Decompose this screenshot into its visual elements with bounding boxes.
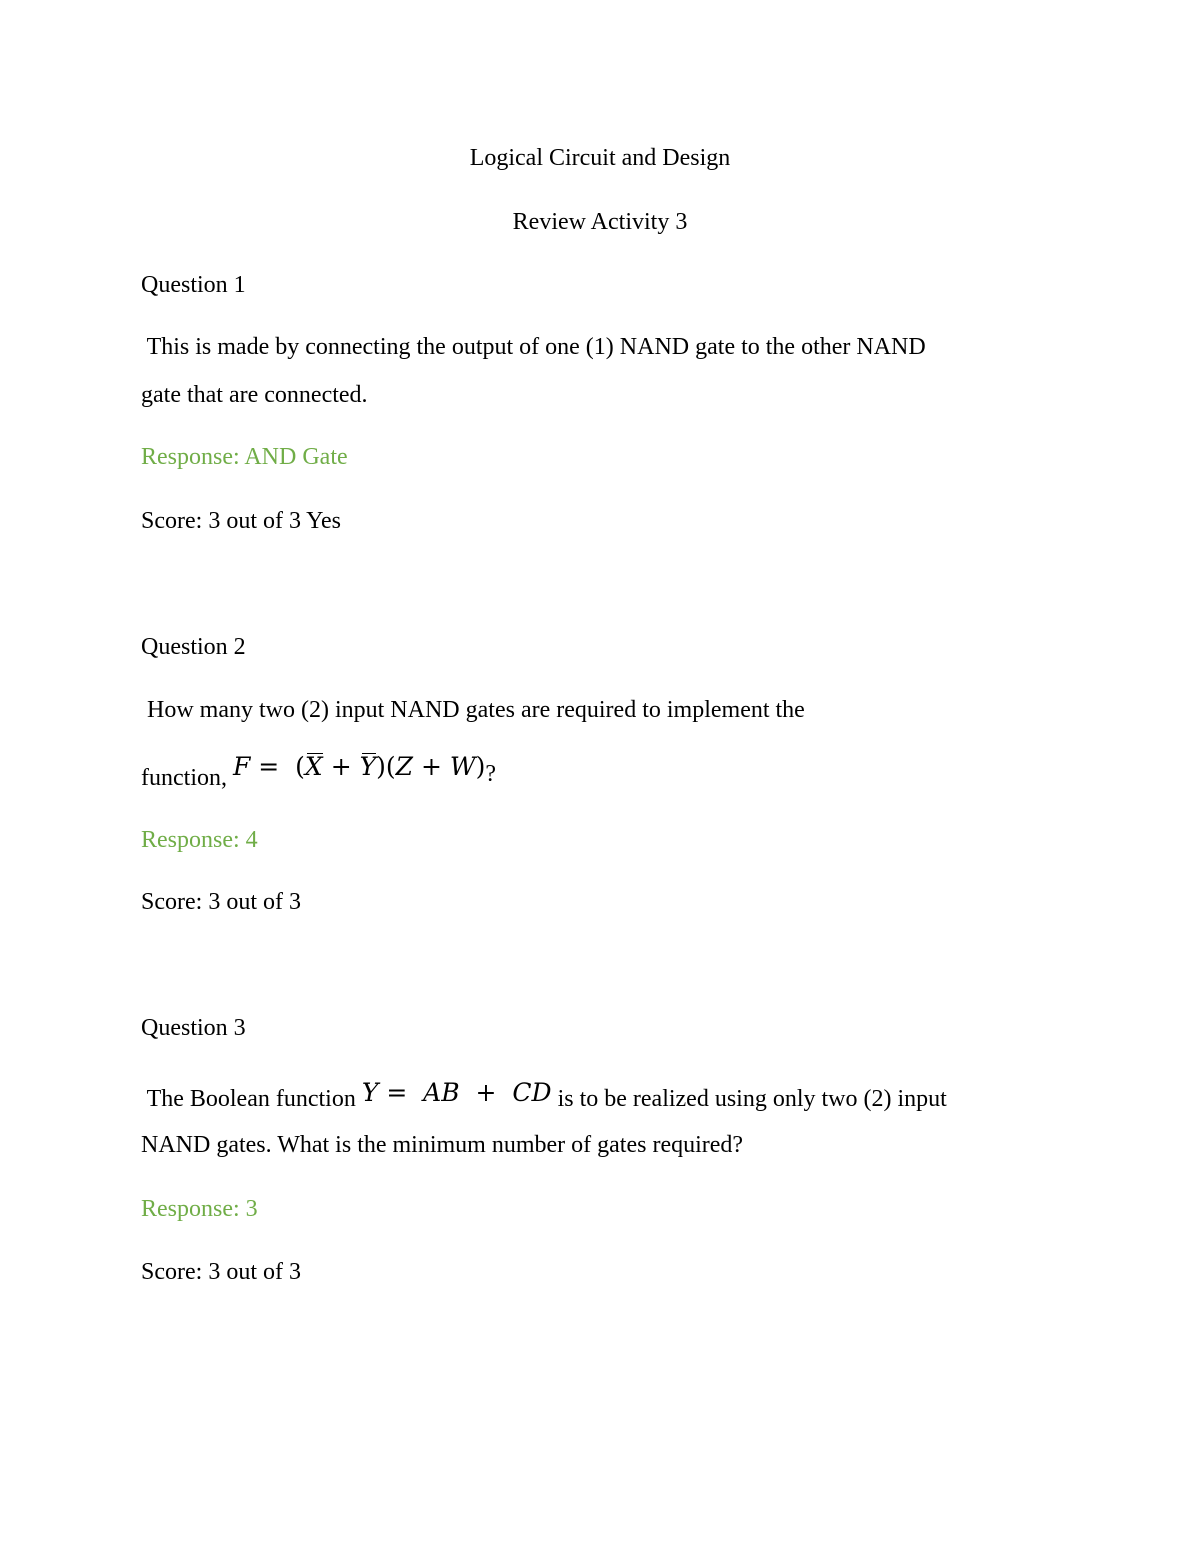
formula-lhs: Y — [361, 1078, 379, 1107]
question-2-function-prefix: function, — [141, 765, 233, 791]
question-3-text-line-1 — [141, 1078, 947, 1112]
question-3-formula — [362, 1078, 552, 1107]
formula-equals: = — [386, 1078, 408, 1107]
formula-open-paren: ( — [385, 752, 396, 781]
formula-plus: + — [330, 752, 352, 781]
document-title: Logical Circuit and Design — [469, 145, 731, 171]
question-2-formula — [233, 752, 485, 781]
question-3-score: Score: 3 out of 3 — [141, 1259, 301, 1285]
question-3-text-prefix: The Boolean function — [141, 1086, 362, 1112]
question-3-response: Response: 3 — [141, 1196, 258, 1222]
formula-open-paren: ( — [295, 752, 305, 781]
formula-close-paren: ) — [475, 752, 486, 781]
formula-y-bar: Y — [359, 752, 377, 781]
formula-plus: + — [475, 1078, 497, 1107]
formula-close-paren: ) — [376, 752, 386, 781]
formula-term-ab: AB — [423, 1078, 460, 1107]
question-3-heading: Question 3 — [141, 1015, 246, 1041]
formula-z: Z — [395, 752, 414, 781]
question-3-text-line-2: NAND gates. What is the minimum number of gates required? — [141, 1132, 744, 1158]
formula-w: W — [449, 752, 476, 781]
question-2-text-line-2 — [141, 752, 496, 791]
question-2-score: Score: 3 out of 3 — [141, 889, 301, 915]
question-1-score: Score: 3 out of 3 Yes — [141, 508, 342, 534]
formula-equals: = — [258, 752, 280, 781]
formula-term-cd: CD — [512, 1078, 552, 1107]
question-2-response: Response: 4 — [141, 827, 258, 853]
question-2-text-line-1: How many two (2) input NAND gates are required to implement the — [141, 697, 805, 723]
question-1-text-line-2: gate that are connected. — [141, 382, 368, 408]
formula-plus: + — [420, 752, 442, 781]
question-1-heading: Question 1 — [141, 272, 246, 298]
question-3-text-suffix: is to be realized using only two (2) input — [551, 1086, 947, 1112]
formula-x-bar: X — [304, 752, 323, 781]
question-2-heading: Question 2 — [141, 634, 246, 660]
question-1-text-line-1: This is made by connecting the output of one (1) NAND gate to the other NAND — [141, 334, 926, 360]
question-2-question-mark: ? — [485, 761, 496, 787]
question-1-response: Response: AND Gate — [141, 444, 348, 470]
formula-lhs: F — [232, 752, 251, 781]
document-subtitle: Review Activity 3 — [512, 209, 688, 235]
